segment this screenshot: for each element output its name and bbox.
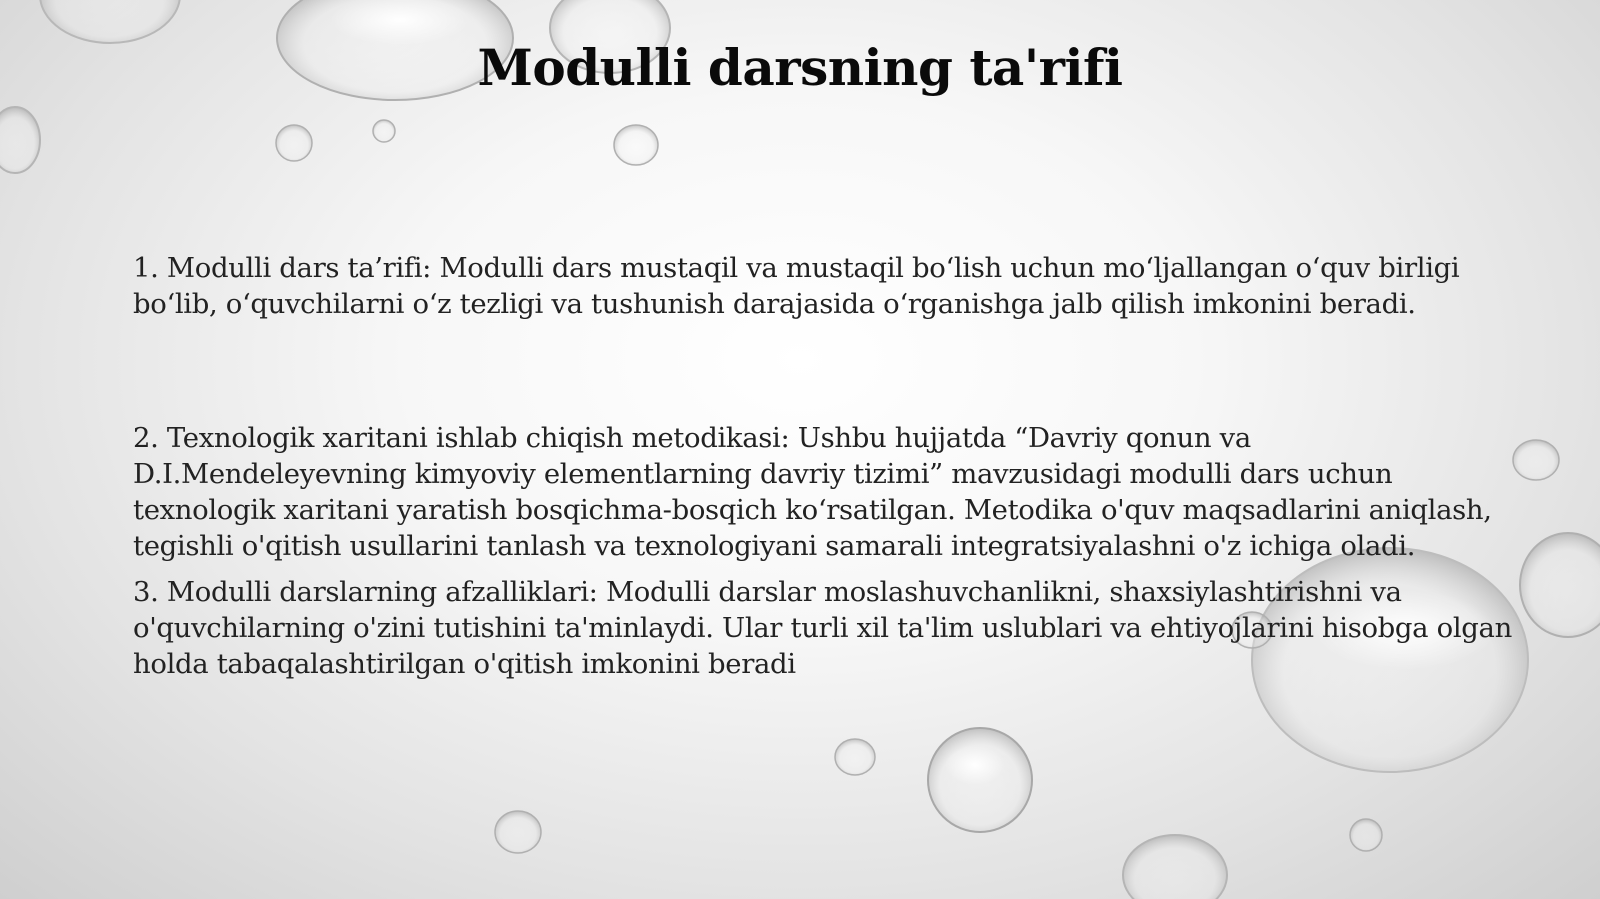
paragraph-module-lesson-definition: 1. Modulli dars ta’rifi: Modulli dars mustaqil va mustaqil bo‘lish uchun mo‘ljallangan o‘quv birligi bo‘lib, o‘quvchilarni o‘z tezligi va tushunish darajasida o‘rganishga jalb qilish imkonini beradi.	[133, 252, 1460, 320]
paragraph-technological-map-methodology: 2. Texnologik xaritani ishlab chiqish metodikasi: Ushbu hujjatda “Davriy qonun va D.I.Mendeleyevning kimyoviy elementlarning davriy tizimi” mavzusidagi modulli dars uchun texnologik xaritani yaratish bosqichma-bosqich ko‘rsatilgan. Metodika o'quv maqsadlarini aniqlash, tegishli o'qitish usullarini tanlash va texnologiyani samarali integratsiyalashni o'z ichiga oladi.	[133, 422, 1492, 562]
slide-title: Modulli darsning ta'rifi	[477, 38, 1123, 97]
slide-body	[133, 250, 1523, 682]
paragraph-module-lesson-advantages: 3. Modulli darslarning afzalliklari: Modulli darslar moslashuvchanlikni, shaxsiylashtirishni va o'quvchilarning o'zini tutishini ta'minlaydi. Ular turli xil ta'lim uslublari va ehtiyojlarini hisobga olgan holda tabaqalashtirilgan o'qitish imkonini beradi	[133, 576, 1512, 680]
